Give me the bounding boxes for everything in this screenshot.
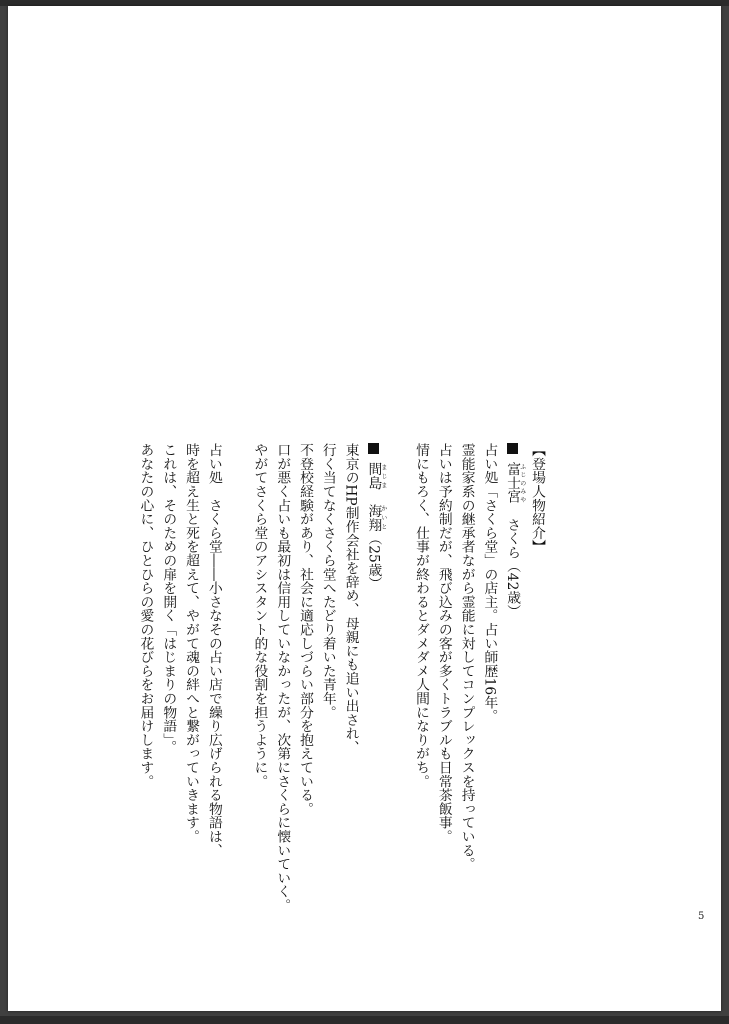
synopsis-line: これは、そのための扉を開く「はじまりの物語」。 xyxy=(160,443,177,754)
character1-given-name-age: さくら（42歳） xyxy=(504,517,521,618)
character1-line: 情にもろく、仕事が終わるとダメダメ人間になりがち。 xyxy=(413,443,430,788)
synopsis-line: 時を超え生と死を超えて、やがて魂の絆へと繋がっていきます。 xyxy=(183,443,200,844)
character1-surname: 富士宮ふじのみや xyxy=(504,462,526,504)
character2-line: 口が悪く占いも最初は信用していなかったが、次第にさくらに懐いていく。 xyxy=(274,443,291,913)
document-page xyxy=(8,6,721,1011)
character2-line: 東京のHP制作会社を辞め、母親にも追い出され、 xyxy=(342,443,359,755)
character1-heading xyxy=(500,443,525,903)
paragraph-gap xyxy=(386,443,409,903)
vertical-text-block xyxy=(134,443,548,913)
page-number: 5 xyxy=(698,911,705,922)
synopsis-line: あなたの心に、ひとひらの愛の花びらをお届けします。 xyxy=(137,443,154,788)
square-bullet-icon xyxy=(507,443,518,454)
paragraph-gap xyxy=(225,443,248,903)
character2-line: やがてさくら堂のアシスタント的な役割を担うように。 xyxy=(251,443,268,788)
square-bullet-icon xyxy=(368,443,379,454)
character1-line: 占い処「さくら堂」の店主。占い師歴16年。 xyxy=(481,443,498,723)
character2-surname: 間島まじま xyxy=(365,462,387,490)
character2-line: 行く当てなくさくら堂へたどり着いた青年。 xyxy=(319,443,336,719)
character1-line: 霊能家系の継承者ながら霊能に対してコンプレックスを持っている。 xyxy=(458,443,475,871)
character2-age: （25歳） xyxy=(365,531,382,591)
character2-line: 不登校経験があり、社会に適応しづらい部分を抱えている。 xyxy=(297,443,314,816)
section-heading: 【登場人物紹介】 xyxy=(529,443,545,554)
character2-heading xyxy=(362,443,387,903)
viewer-bottom-bar xyxy=(0,1016,729,1024)
character2-given-name: 海翔かいと xyxy=(365,503,387,532)
character1-line: 占いは予約制だが、飛び込みの客が多くトラブルも日常茶飯事。 xyxy=(435,443,452,844)
synopsis-line: 占い処 さくら堂――小さなその占い店で繰り広げられる物語は、 xyxy=(205,443,222,857)
